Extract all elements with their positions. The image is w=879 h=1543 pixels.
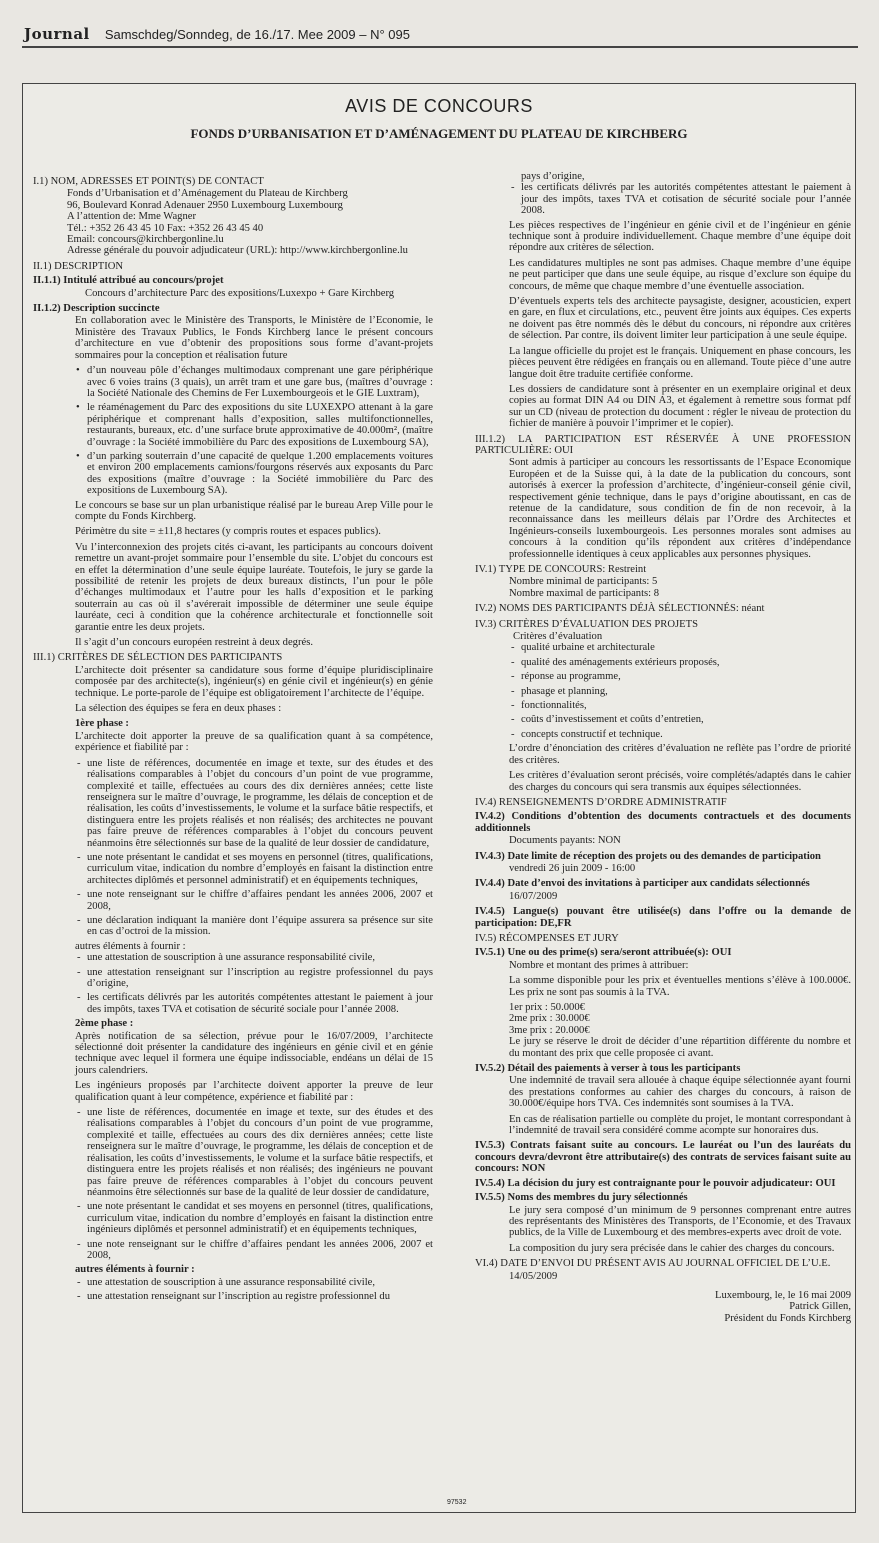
paragraph: En collaboration avec le Ministère des Transports, le Ministère de l’Economie, le Ministère des Travaux Publics, le Fonds Kirchberg lance le présent concours d’architecture en vue d’obtenir des propositions sous forme d’avant-projets sommaires pour la conception et réalisation future xyxy=(75,315,433,361)
prize-line: 3me prix : 20.000€ xyxy=(509,1024,590,1036)
list-item: - les certificats délivrés par les autorités compétentes attestant le paiement à jour des impôts, taxes TVA et cotisation de sécurité sociale pour l’année 2008. xyxy=(509,182,851,216)
journal-masthead: Journal xyxy=(24,25,90,43)
paragraph: Concours d’architecture Parc des expositions/Luxexpo + Gare Kirchberg xyxy=(85,287,395,299)
contact-line: Tél.: +352 26 43 45 10 Fax: +352 26 43 45 40 xyxy=(67,222,264,234)
paragraph: Les dossiers de candidature sont à présenter en un exemplaire original et deux copies au format DIN A4 ou DIN A3, et également à remettre sous format pdf sur un CD (niveau de protection du document : régler le niveau de protection du fichier de manière à pouvoir l’imprimer et le copier). xyxy=(509,383,851,430)
paragraph: autres éléments à fournir : xyxy=(75,940,186,952)
list-item: - coûts d’investissement et coûts d’entretien, xyxy=(509,714,851,725)
section-heading: II.1.1) Intitulé attribué au concours/projet xyxy=(33,275,224,287)
section-heading: IV.4) RENSEIGNEMENTS D’ORDRE ADMINISTRATIF xyxy=(475,796,727,808)
section-heading: IV.3) CRITÈRES D’ÉVALUATION DES PROJETS xyxy=(475,618,698,630)
paragraph: Nombre maximal de participants: 8 xyxy=(509,587,660,599)
paragraph: Vu l’interconnexion des projets cités ci-avant, les participants au concours doivent remettre un avant-projet sommaire pour l’ensemble du site. L’objet du concours est en effet la détermination d’une seule équipe lauréate. Toutefois, le jury se garde la possibilité de retenir les projets de deux bureaux distincts, l’un pour le pôle d’échanges multimodaux et l’autre pour les halls d’exposition et le parking souterrain au cas où il s’avérerait impossible de déterminer une seule équipe lauréate, ceci à condition que la cohérence architecturale et fonctionnelle soit garantie entre les deux projets. xyxy=(75,541,433,633)
signature-block xyxy=(475,1290,851,1324)
paragraph: D’éventuels experts tels des architecte paysagiste, designer, acousticien, expert en gare, en flux et circulations, etc., peuvent être joints aux équipes. Ces experts ne doivent pas être nommés dès le début du concours, ni répondre aux critères de sélection. Par contre, ils doivent limiter leur participation à une seule équipe. xyxy=(509,296,851,342)
section-heading: III.1.2) LA PARTICIPATION EST RÉSERVÉE À UNE PROFESSION PARTICULIÈRE: OUI xyxy=(475,433,851,456)
paragraph: Le concours se base sur un plan urbanistique réalisé par le bureau Arep Ville pour le compte du Fonds Kirchberg. xyxy=(75,499,433,522)
section-heading: IV.4.4) Date d’envoi des invitations à participer aux candidats sélectionnés xyxy=(475,878,810,890)
section-heading: IV.5.3) Contrats faisant suite au concours. Le lauréat ou l’un des lauréats du concours devra/devront être attributaire(s) des contrats de services faisant suite au concours: NON xyxy=(475,1140,851,1175)
issue-date: Samschdeg/Sonndeg, de 16./17. Mee 2009 – N° 095 xyxy=(104,27,410,42)
contact-block xyxy=(33,188,433,256)
left-column xyxy=(33,172,433,1306)
contact-line: 96, Boulevard Konrad Adenauer 2950 Luxembourg Luxembourg xyxy=(67,199,343,211)
contact-email: Email: concours@kirchbergonline.lu xyxy=(67,234,224,246)
paragraph: La sélection des équipes se fera en deux phases : xyxy=(75,703,282,715)
section-heading: IV.1) TYPE DE CONCOURS: Restreint xyxy=(475,564,647,575)
list-item: - une attestation renseignant sur l’inscription au registre professionnel du xyxy=(75,1291,433,1302)
list-item: - fonctionnalités, xyxy=(509,700,851,711)
list-item: - qualité urbaine et architecturale xyxy=(509,642,851,653)
section-heading: IV.5.2) Détail des paiements à verser à tous les participants xyxy=(475,1063,741,1075)
list-item: - qualité des aménagements extérieurs proposés, xyxy=(509,657,851,668)
paragraph: Il s’agit d’un concours européen restreint à deux degrés. xyxy=(75,637,313,649)
right-column xyxy=(475,171,851,1324)
section-heading: VI.4) DATE D’ENVOI DU PRÉSENT AVIS AU JOURNAL OFFICIEL DE L’U.E. xyxy=(475,1258,831,1270)
section-heading: IV.5.4) La décision du jury est contraignante pour le pouvoir adjudicateur: OUI xyxy=(475,1177,836,1189)
paragraph: Critères d’évaluation xyxy=(513,631,603,643)
paragraph: Documents payants: NON xyxy=(509,835,621,847)
paragraph: Après notification de sa sélection, prévue pour le 16/07/2009, l’architecte sélectionné doit présenter la candidature des ingénieurs en génie civil et en génie technique avec lequel il formera une équipe indissociable, endéans un délai de 15 jours calendriers. xyxy=(75,1030,433,1076)
paragraph: pays d’origine, xyxy=(521,171,585,182)
list-item: - une attestation de souscription à une assurance responsabilité civile, xyxy=(75,952,433,963)
phase-heading: 2ème phase : xyxy=(75,1018,134,1030)
notice-title: AVIS DE CONCOURS xyxy=(345,96,533,116)
list-item: - réponse au programme, xyxy=(509,671,851,682)
dash-list xyxy=(33,1277,433,1303)
paragraph: Les candidatures multiples ne sont pas admises. Chaque membre d’une équipe ne peut participer que dans une seule équipe, au risque d’exclure son équipe du concours, de même que chaque membre d’une éventuelle association. xyxy=(509,257,851,292)
notice-box xyxy=(22,83,856,1513)
phase-heading: 1ère phase : xyxy=(75,718,129,730)
list-item: - les certificats délivrés par les autorités compétentes attestant le paiement à jour des impôts, taxes TVA et cotisation de sécurité sociale pour l’année 2008. xyxy=(75,992,433,1015)
contact-line: Fonds d’Urbanisation et d’Aménagement du Plateau de Kirchberg xyxy=(67,188,348,200)
paragraph: L’ordre d’énonciation des critères d’évaluation ne reflète pas l’ordre de priorité des critères. xyxy=(509,743,851,766)
section-heading: IV.4.2) Conditions d’obtention des documents contractuels et des documents additionnels xyxy=(475,811,851,834)
section-heading: IV.4.3) Date limite de réception des projets ou des demandes de participation xyxy=(475,850,821,862)
section-heading: IV.5.1) Une ou des prime(s) sera/seront attribuée(s): OUI xyxy=(475,947,732,959)
paragraph: 14/05/2009 xyxy=(509,1270,558,1282)
header-rule xyxy=(22,46,858,48)
paragraph: La composition du jury sera précisée dans le cahier des charges du concours. xyxy=(509,1242,835,1254)
paragraph: La somme disponible pour les prix et éventuelles mentions s’élève à 100.000€. Les prix ne sont pas soumis à la TVA. xyxy=(509,975,851,998)
paragraph: autres éléments à fournir : xyxy=(75,1264,195,1276)
section-heading: II.1) DESCRIPTION xyxy=(33,260,124,272)
contact-line: A l’attention de: Mme Wagner xyxy=(67,211,196,223)
list-item: - une note renseignant sur le chiffre d’affaires pendant les années 2006, 2007 et 2008, xyxy=(75,889,433,912)
contact-url: Adresse générale du pouvoir adjudicateur (URL): http://www.kirchbergonline.lu xyxy=(67,245,408,257)
signature-title: Président du Fonds Kirchberg xyxy=(724,1312,851,1324)
list-item: - une liste de références, documentée en image et texte, sur des études et des réalisations comparables à l’objet du concours d’un point de vue programme, complexité et taille, effectuées au cours des dix dernières années; cette liste renseignera sur le maître d’ouvrage, le programme, les délais de conception et de réalisation, les coûts d’investissements, le volume et la surface bâtie respectifs, et distinguera entre les projets réalisés et non réalisés; des architectes ne pouvant pas faire preuve de références comparables à l’objet du concours peuvent néanmoins être sélectionnés sur base de la qualité de leur dossier de candidature, xyxy=(75,758,433,849)
paragraph: Périmètre du site = ±11,8 hectares (y compris routes et espaces publics). xyxy=(75,526,381,538)
bullet-list xyxy=(33,365,433,496)
section-heading: II.1.2) Description succincte xyxy=(33,303,160,315)
dash-list xyxy=(475,642,851,740)
paragraph: Les ingénieurs proposés par l’architecte doivent apporter la preuve de leur qualification quant à leur compétence, expérience et fiabilité par : xyxy=(75,1080,433,1103)
list-item: • d’un parking souterrain d’une capacité de quelque 1.200 emplacements voitures et environ 200 emplacements camions/fourgons réservés aux exposants du Parc des expositions (maître d’ouvrage : la Société immobilière du Parc des expositions de Luxembourg SA). xyxy=(75,451,433,497)
prize-line: 1er prix : 50.000€ xyxy=(509,1002,585,1013)
paragraph: L’architecte doit apporter la preuve de sa qualification quant à sa compétence, expérience et fiabilité par : xyxy=(75,730,433,754)
list-item: - une déclaration indiquant la manière dont l’équipe assurera sa présence sur site en cas d’octroi de la mission. xyxy=(75,915,433,938)
list-item: - une note présentant le candidat et ses moyens en personnel (titres, qualifications, curriculum vitae, indication du nombre d’employés en faisant la distinction entre architectes diplômés et personnel administratif) et en équipements techniques, xyxy=(75,852,433,886)
list-item: - une attestation de souscription à une assurance responsabilité civile, xyxy=(75,1277,433,1288)
page-header xyxy=(24,24,854,46)
reference-number: 97532 xyxy=(447,1499,467,1506)
section-heading: IV.2) NOMS DES PARTICIPANTS DÉJÀ SÉLECTIONNÉS: néant xyxy=(475,603,765,615)
list-item: - une note renseignant sur le chiffre d’affaires pendant les années 2006, 2007 et 2008, xyxy=(75,1239,433,1262)
paragraph: L’architecte doit présenter sa candidature sous forme d’équipe pluridisciplinaire composée par des architecte(s), ingénieur(s) en génie civil et ingénieur(s) en génie technique. Le porte-parole de l’équipe est obligatoirement l’architecte de l’équipe. xyxy=(75,664,433,699)
paragraph: Les critères d’évaluation seront précisés, voire complétés/adaptés dans le cahier des charges du concours qui sera transmis aux équipes sélectionnées. xyxy=(509,770,851,793)
signature-name: Patrick Gillen, xyxy=(789,1301,851,1313)
dash-list xyxy=(475,182,851,216)
signature-place-date: Luxembourg, le, le 16 mai 2009 xyxy=(714,1289,851,1301)
prize-line: 2me prix : 30.000€ xyxy=(509,1013,590,1025)
paragraph: Une indemnité de travail sera allouée à chaque équipe sélectionnée ayant fourni des prestations conformes au cahier des charges du concours, à raison de 30.000€/équipe hors TVA. Ces indemnités sont soumises à la TVA. xyxy=(509,1075,851,1110)
paragraph: vendredi 26 juin 2009 - 16:00 xyxy=(509,862,636,874)
section-heading: III.1) CRITÈRES DE SÉLECTION DES PARTICIPANTS xyxy=(33,652,283,664)
notice-subtitle: FONDS D’URBANISATION ET D’AMÉNAGEMENT DU PLATEAU DE KIRCHBERG xyxy=(190,126,688,141)
section-heading: I.1) NOM, ADRESSES ET POINT(S) DE CONTACT xyxy=(33,176,264,187)
section-heading: IV.4.5) Langue(s) pouvant être utilisée(s) dans l’offre ou la demande de participation: DE,FR xyxy=(475,906,851,929)
paragraph: La langue officielle du projet est le français. Uniquement en phase concours, les pièces peuvent être rédigées en français ou en allemand. Toute pièce d’une autre langue doit être traduite certifiée conforme. xyxy=(509,345,851,380)
list-item: - une note présentant le candidat et ses moyens en personnel (titres, qualifications, curriculum vitae, indication du nombre d’employés en faisant la distinction entre ingénieurs diplômés et personnel administratif) et en équipements techniques, xyxy=(75,1201,433,1235)
paragraph: Nombre et montant des primes à attribuer: xyxy=(509,959,689,971)
paragraph: Les pièces respectives de l’ingénieur en génie civil et de l’ingénieur en génie technique sont à produire individuellement. Chaque membre d’une équipe doit répondre aux critères de sélection. xyxy=(509,219,851,254)
list-item: • d’un nouveau pôle d’échanges multimodaux comprenant une gare périphérique avec 6 voies trains (3 quais), un arrêt tram et une gare bus, (maîtres d’ouvrage : la Société Nationale des Chemins de Fer Luxembourgeois et le GIE Luxtram), xyxy=(75,365,433,399)
list-item: - une liste de références, documentée en image et texte, sur des études et des réalisations comparables à l’objet du concours d’un point de vue programme, complexité et taille, effectuées au cours des dix dernières années; cette liste renseignera sur le maître d’ouvrage, le programme, les délais de conception et de réalisation, les coûts d’investissements, le volume et la surface bâtie respectifs, et distinguera entre les projets réalisés et non réalisés; des ingénieurs ne pouvant pas faire preuve de références comparables à l’objet du concours peuvent néanmoins être sélectionnés sur base de la qualité de leur dossier de candidature, xyxy=(75,1107,433,1198)
paragraph: En cas de réalisation partielle ou complète du projet, le montant correspondant à l’indemnité de travail sera considéré comme acompte sur honoraires dus. xyxy=(509,1113,851,1137)
list-item: - concepts constructif et technique. xyxy=(509,729,851,740)
dash-list xyxy=(33,758,433,938)
list-item: - phasage et planning, xyxy=(509,686,851,697)
dash-list xyxy=(33,952,433,1015)
list-item: - une attestation renseignant sur l’inscription au registre professionnel du pays d’origine, xyxy=(75,967,433,990)
paragraph: Sont admis à participer au concours les ressortissants de l’Espace Economique Européen et de la Suisse qui, à la date de la publication du concours, sont autorisés à exercer la profession d’architecte, d’ingénieur-conseil génie civil, respectivement génie technique, dans le pays d’origine aboutissant, en cas de retenue de la candidature, sous condition de fin de non recevoir, à la reconnaissance dans les meilleurs délais par l’Ordre des Architectes et Ingénieurs-conseils luxembourgeois. Les personnes morales sont admises au concours à la condition qu’ils répondent aux critères d’indépendance professionnelle identiques à ceux applicables aux personnes physiques. xyxy=(509,457,851,560)
paragraph: 16/07/2009 xyxy=(509,890,558,902)
dash-list xyxy=(33,1107,433,1261)
list-item: • le réaménagement du Parc des expositions du site LUXEXPO attenant à la gare périphérique et comprenant halls d’exposition, salles multifonctionnelles, restaurants, bureaux, etc. d’une surface brute approximative de 40.000m², (maître d’ouvrage : la Société immobilière du Parc des expositions de Luxembourg SA), xyxy=(75,402,433,448)
paragraph: Le jury sera composé d’un minimum de 9 personnes comprenant entre autres des représentants des Ministères des Transports, de l’Economie, et des Travaux publics, de la Ville de Luxembourg et des membres-experts avec droit de vote. xyxy=(509,1204,851,1239)
section-heading: IV.5) RÉCOMPENSES ET JURY xyxy=(475,932,619,944)
paragraph: Le jury se réserve le droit de décider d’une répartition différente du nombre et du montant des prix que celle proposée ci avant. xyxy=(509,1036,851,1059)
section-heading: IV.5.5) Noms des membres du jury sélectionnés xyxy=(475,1192,688,1204)
paragraph: Nombre minimal de participants: 5 xyxy=(509,576,658,588)
